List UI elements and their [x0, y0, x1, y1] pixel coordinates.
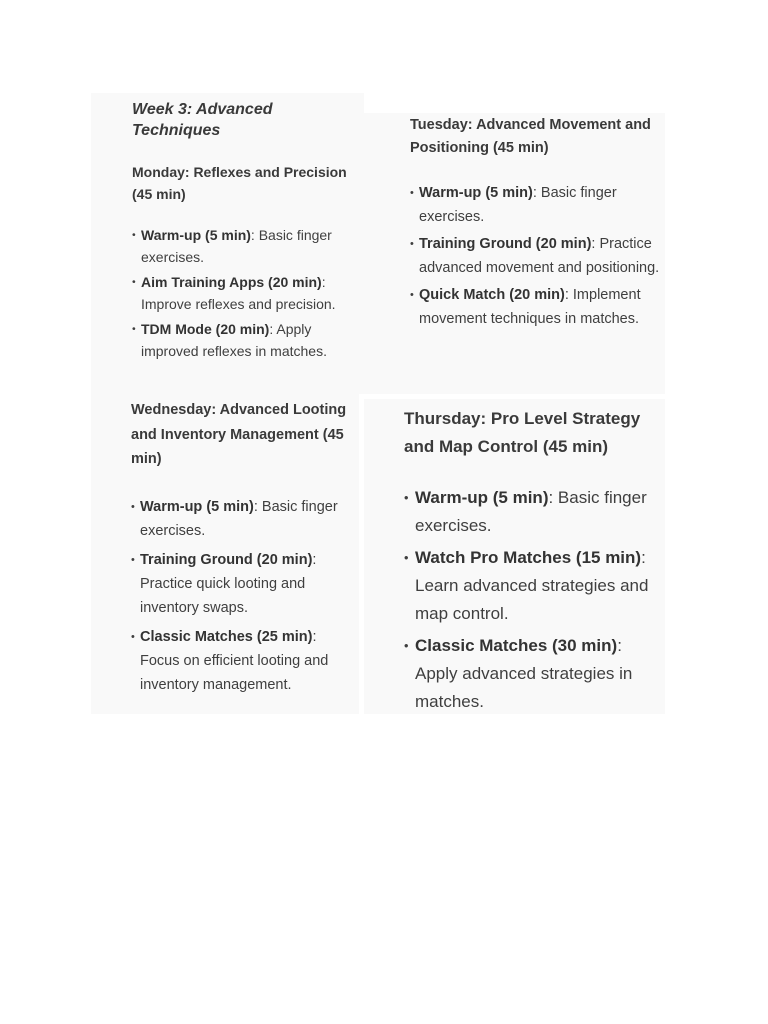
item-label: Classic Matches (30 min)	[415, 636, 618, 655]
item-label: Warm-up (5 min)	[140, 498, 254, 515]
list-item	[131, 495, 353, 543]
item-text: : Basic finger exercises.	[419, 185, 617, 225]
item-label: Aim Training Apps (20 min)	[141, 274, 322, 290]
tuesday-section	[410, 114, 660, 335]
item-text: : Focus on efficient looting and inventory management.	[140, 628, 329, 693]
list-item	[132, 319, 357, 362]
item-label: TDM Mode (20 min)	[141, 321, 270, 337]
item-label: Warm-up (5 min)	[419, 185, 533, 201]
item-label: Warm-up (5 min)	[415, 488, 549, 507]
list-item	[404, 632, 662, 716]
item-text: : Implement movement techniques in matches.	[419, 287, 641, 327]
item-text: : Practice advanced movement and positioning.	[419, 236, 660, 276]
list-item	[132, 272, 357, 315]
wednesday-title: Wednesday: Advanced Looting and Inventory Management (45 min)	[131, 402, 347, 467]
list-item	[410, 182, 660, 229]
item-label: Quick Match (20 min)	[419, 287, 565, 303]
thursday-list	[404, 484, 662, 716]
item-label: Classic Matches (25 min)	[140, 628, 313, 645]
list-item	[131, 625, 353, 697]
monday-title: Monday: Reflexes and Precision (45 min)	[132, 164, 347, 202]
list-item	[404, 544, 662, 628]
wednesday-list	[131, 495, 353, 697]
item-text: : Improve reflexes and precision.	[141, 274, 336, 312]
item-text: : Apply improved reflexes in matches.	[141, 321, 327, 359]
tuesday-title: Tuesday: Advanced Movement and Positioning (45 min)	[410, 117, 651, 156]
item-text: : Basic finger exercises.	[140, 498, 338, 539]
list-item	[132, 225, 357, 268]
item-label: Training Ground (20 min)	[140, 551, 313, 568]
item-text: : Basic finger exercises.	[141, 227, 332, 265]
item-text: : Practice quick looting and inventory swaps.	[140, 551, 317, 616]
thursday-title: Thursday: Pro Level Strategy and Map Control (45 min)	[404, 409, 641, 456]
monday-list	[132, 225, 357, 362]
item-label: Watch Pro Matches (15 min)	[415, 548, 642, 567]
item-text: : Apply advanced strategies in matches.	[415, 636, 633, 711]
item-label: Training Ground (20 min)	[419, 236, 592, 252]
item-text: : Basic finger exercises.	[415, 488, 647, 535]
list-item	[131, 548, 353, 620]
wednesday-section	[131, 398, 353, 702]
tuesday-list	[410, 182, 660, 331]
thursday-section	[404, 405, 662, 720]
monday-section	[132, 161, 357, 366]
week-title: Week 3: Advanced Techniques	[132, 101, 273, 139]
item-label: Warm-up (5 min)	[141, 227, 251, 243]
item-text: : Learn advanced strategies and map control.	[415, 548, 649, 623]
list-item	[404, 484, 662, 540]
list-item	[410, 284, 660, 331]
list-item	[410, 233, 660, 280]
